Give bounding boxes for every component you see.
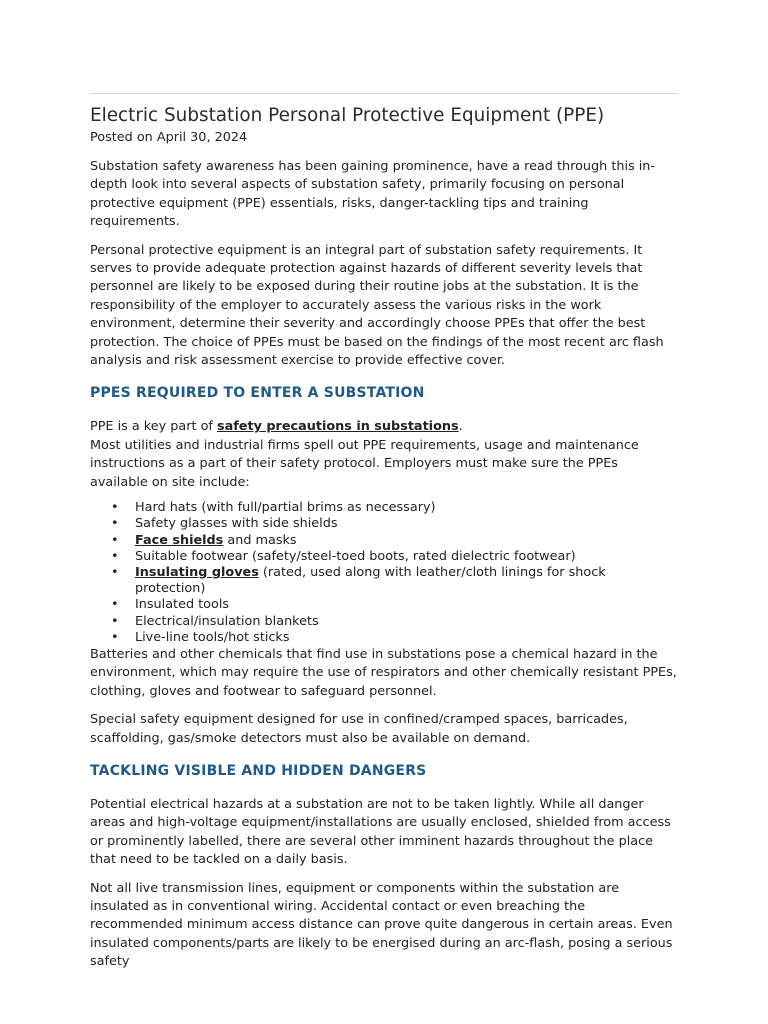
chemical-hazard-paragraph: Batteries and other chemicals that find use in substations pose a chemical hazard in the environment, which may require the use of respirators and other chemically resistant PPEs, clothing, gloves and footwear to safeguard personnel. <box>90 646 677 699</box>
lead-prefix: PPE is a key part of <box>90 419 217 435</box>
ppe-lead-paragraph <box>90 418 678 436</box>
ppe-overview-paragraph: Personal protective equipment is an integral part of substation safety requirements. It serves to provide adequate protection against hazards of different severity levels that personnel are likely to be exposed during their routine jobs at the substation. It is the responsibility of the employer to accurately assess the various risks in the work environment, determine their severity and accordingly choose PPEs that offer the best protection. The choice of PPEs must be based on the findings of the most recent arc flash analysis and risk assessment exercise to provide effective cover. <box>90 242 664 369</box>
list-item: • Face shields and masks <box>135 533 678 549</box>
lead-suffix: . <box>458 419 463 435</box>
face-shields-link[interactable]: Face shields <box>135 532 224 548</box>
list-item: • Insulated tools <box>135 597 678 613</box>
posted-date: Posted on April 30, 2024 <box>90 130 248 145</box>
list-item: • Electrical/insulation blankets <box>135 614 678 630</box>
top-divider <box>90 93 678 94</box>
live-lines-paragraph: Not all live transmission lines, equipment or components within the substation are insulated as in conventional wiring. Accidental contact or even breaching the recommended minimum access distance can prove quite dangerous in certain areas. Even insulated components/parts are likely to be energised during an arc-flash, posing a serious safety <box>90 880 673 970</box>
safety-precautions-link[interactable]: safety precautions in substations <box>216 419 459 435</box>
list-item: • Safety glasses with side shields <box>135 516 678 532</box>
list-item: • Live-line tools/hot sticks <box>135 630 678 646</box>
insulating-gloves-link[interactable]: Insulating gloves <box>135 564 259 580</box>
intro-paragraph: Substation safety awareness has been gaining prominence, have a read through this in-depth look into several aspects of substation safety, primarily focusing on personal protective equipment (PPE) essentials, risks, danger-tackling tips and training requirements. <box>90 159 656 230</box>
list-item: • Suitable footwear (safety/steel-toed boots, rated dielectric footwear) <box>135 549 678 565</box>
list-item: • Hard hats (with full/partial brims as necessary) <box>135 500 678 516</box>
ppe-list <box>90 500 678 646</box>
electrical-hazards-paragraph: Potential electrical hazards at a substation are not to be taken lightly. While all danger areas and high-voltage equipment/installations are usually enclosed, shielded from access or prominently labelled, there are several other imminent hazards throughout the place that need to be tackled on a daily basis. <box>90 796 671 868</box>
special-equipment-paragraph: Special safety equipment designed for use in confined/cramped spaces, barricades, scaffolding, gas/smoke detectors must also be available on demand. <box>90 712 628 746</box>
section-heading-ppes-required: PPES REQUIRED TO ENTER A SUBSTATION <box>90 385 425 402</box>
page-title: Electric Substation Personal Protective Equipment (PPE) <box>90 105 605 126</box>
list-item: • Insulating gloves (rated, used along with leather/cloth linings for shock protection) <box>135 565 678 597</box>
ppe-requirements-paragraph: Most utilities and industrial firms spell out PPE requirements, usage and maintenance instructions as a part of their safety protocol. Employers must make sure the PPEs available on site include: <box>90 437 639 490</box>
article <box>90 93 678 982</box>
section-heading-tackling-dangers: TACKLING VISIBLE AND HIDDEN DANGERS <box>90 762 427 779</box>
